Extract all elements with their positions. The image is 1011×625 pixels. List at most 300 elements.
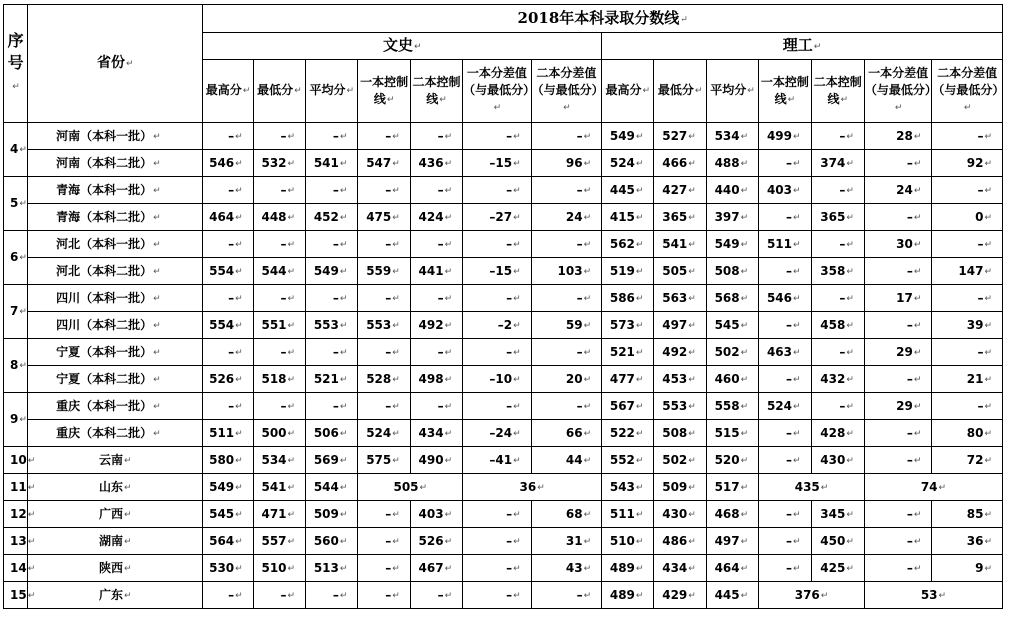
row-value: 436↵ (410, 150, 462, 177)
row-value: 586↵ (602, 285, 654, 312)
row-value: –↵ (932, 177, 1003, 204)
row-value: 508↵ (706, 258, 758, 285)
row-value: –↵ (410, 339, 462, 366)
row-value: 85↵ (932, 501, 1003, 528)
row-province: 青海（本科一批）↵ (28, 177, 203, 204)
row-value: 458↵ (811, 312, 864, 339)
row-value: –↵ (410, 285, 462, 312)
row-value: 521↵ (602, 339, 654, 366)
row-value: –↵ (864, 555, 931, 582)
row-province: 重庆（本科二批）↵ (28, 420, 203, 447)
row-value: 43↵ (531, 555, 601, 582)
row-value: –↵ (358, 285, 410, 312)
row-value: 30↵ (864, 231, 931, 258)
row-value: –↵ (759, 366, 811, 393)
admission-score-table (3, 4, 1003, 609)
row-value: 434↵ (410, 420, 462, 447)
row-value: –↵ (932, 339, 1003, 366)
row-province: 河北（本科一批）↵ (28, 231, 203, 258)
row-value: 549↵ (706, 231, 758, 258)
row-seq: 4↵ (4, 123, 28, 177)
table-row (4, 393, 1003, 420)
row-value: 429↵ (654, 582, 706, 609)
row-value: 376↵ (759, 582, 865, 609)
sub-header-wen-5: 一本分差值（与最低分）↵ (463, 60, 531, 123)
row-value: 468↵ (706, 501, 758, 528)
row-value: 520↵ (706, 447, 758, 474)
row-value: –↵ (306, 582, 358, 609)
row-seq: 14↵ (4, 555, 28, 582)
row-province: 河北（本科二批）↵ (28, 258, 203, 285)
row-value: 489↵ (602, 582, 654, 609)
row-value: 358↵ (811, 258, 864, 285)
row-value: –↵ (410, 231, 462, 258)
row-value: –↵ (463, 555, 531, 582)
table-row (4, 339, 1003, 366)
row-value: –↵ (203, 393, 253, 420)
row-value: –↵ (306, 339, 358, 366)
row-value: 415↵ (602, 204, 654, 231)
row-value: –↵ (759, 150, 811, 177)
row-value: –↵ (463, 582, 531, 609)
row-seq: 10↵ (4, 447, 28, 474)
row-value: 497↵ (706, 528, 758, 555)
row-value: –↵ (463, 123, 531, 150)
row-value: –↵ (463, 177, 531, 204)
row-value: –↵ (932, 393, 1003, 420)
row-value: 544↵ (306, 474, 358, 501)
row-seq: 13↵ (4, 528, 28, 555)
row-seq: 5↵ (4, 177, 28, 231)
row-value: 490↵ (410, 447, 462, 474)
row-value: 554↵ (203, 312, 253, 339)
row-province: 河南（本科一批）↵ (28, 123, 203, 150)
row-value: 36↵ (463, 474, 602, 501)
row-value: 544↵ (253, 258, 305, 285)
row-value: 527↵ (654, 123, 706, 150)
row-value: –↵ (864, 312, 931, 339)
row-value: 488↵ (706, 150, 758, 177)
row-value: –↵ (358, 393, 410, 420)
row-value: –↵ (531, 123, 601, 150)
row-value: 515↵ (706, 420, 758, 447)
row-value: 502↵ (654, 447, 706, 474)
row-value: 21↵ (932, 366, 1003, 393)
row-value: 497↵ (654, 312, 706, 339)
row-value: 427↵ (654, 177, 706, 204)
row-value: –↵ (306, 231, 358, 258)
row-value: 545↵ (203, 501, 253, 528)
row-value: 526↵ (410, 528, 462, 555)
row-value: –↵ (531, 339, 601, 366)
row-value: 532↵ (253, 150, 305, 177)
table-title: 2018年本科录取分数线↵ (203, 5, 1003, 33)
row-value: –↵ (811, 285, 864, 312)
row-value: 466↵ (654, 150, 706, 177)
row-value: 44↵ (531, 447, 601, 474)
row-value: 17↵ (864, 285, 931, 312)
row-value: 68↵ (531, 501, 601, 528)
row-value: –↵ (410, 393, 462, 420)
row-value: –↵ (410, 582, 462, 609)
row-value: 448↵ (253, 204, 305, 231)
row-value: 564↵ (203, 528, 253, 555)
row-value: –↵ (759, 528, 811, 555)
row-value: –↵ (203, 177, 253, 204)
row-value: –↵ (410, 123, 462, 150)
row-value: –↵ (358, 528, 410, 555)
table-row (4, 123, 1003, 150)
row-value: 559↵ (358, 258, 410, 285)
table-row (4, 474, 1003, 501)
row-value: 463↵ (759, 339, 811, 366)
row-value: 72↵ (932, 447, 1003, 474)
table-row (4, 366, 1003, 393)
row-value: –↵ (253, 339, 305, 366)
row-province: 重庆（本科一批）↵ (28, 393, 203, 420)
row-province: 四川（本科二批）↵ (28, 312, 203, 339)
row-value: 524↵ (759, 393, 811, 420)
row-value: 59↵ (531, 312, 601, 339)
row-seq: 15↵ (4, 582, 28, 609)
row-value: –↵ (759, 555, 811, 582)
row-seq: 6↵ (4, 231, 28, 285)
row-value: –41↵ (463, 447, 531, 474)
table-row (4, 447, 1003, 474)
row-value: 568↵ (706, 285, 758, 312)
sub-header-wen-2: 平均分↵ (306, 60, 358, 123)
row-value: –↵ (203, 339, 253, 366)
row-value: 545↵ (706, 312, 758, 339)
row-value: 575↵ (358, 447, 410, 474)
group-header-wenshi: 文史↵ (203, 33, 602, 60)
row-value: –↵ (932, 285, 1003, 312)
row-value: 541↵ (253, 474, 305, 501)
row-value: 500↵ (253, 420, 305, 447)
table-row (4, 285, 1003, 312)
row-value: 569↵ (306, 447, 358, 474)
table-row (4, 501, 1003, 528)
row-value: –↵ (358, 339, 410, 366)
row-value: 580↵ (203, 447, 253, 474)
row-value: –↵ (864, 366, 931, 393)
row-value: 430↵ (811, 447, 864, 474)
row-seq: 7↵ (4, 285, 28, 339)
row-value: 511↵ (602, 501, 654, 528)
row-value: 31↵ (531, 528, 601, 555)
row-value: 96↵ (531, 150, 601, 177)
row-value: 441↵ (410, 258, 462, 285)
row-value: 553↵ (654, 393, 706, 420)
row-value: –↵ (864, 501, 931, 528)
row-value: –↵ (759, 447, 811, 474)
row-value: –↵ (759, 258, 811, 285)
row-value: –↵ (463, 393, 531, 420)
row-value: 365↵ (654, 204, 706, 231)
row-value: 518↵ (253, 366, 305, 393)
row-value: 29↵ (864, 339, 931, 366)
row-value: –↵ (358, 177, 410, 204)
row-value: 445↵ (706, 582, 758, 609)
row-value: 24↵ (864, 177, 931, 204)
row-value: –↵ (932, 123, 1003, 150)
row-value: 511↵ (203, 420, 253, 447)
row-value: 492↵ (654, 339, 706, 366)
row-value: –↵ (531, 177, 601, 204)
row-value: 549↵ (306, 258, 358, 285)
row-value: 534↵ (706, 123, 758, 150)
row-value: 528↵ (358, 366, 410, 393)
row-value: –↵ (203, 285, 253, 312)
sub-header-wen-3: 一本控制线↵ (358, 60, 410, 123)
row-province: 湖南↵ (28, 528, 203, 555)
row-value: 345↵ (811, 501, 864, 528)
sub-header-li-2: 平均分↵ (706, 60, 758, 123)
row-province: 青海（本科二批）↵ (28, 204, 203, 231)
row-value: 66↵ (531, 420, 601, 447)
row-value: 403↵ (759, 177, 811, 204)
row-value: 558↵ (706, 393, 758, 420)
row-value: 39↵ (932, 312, 1003, 339)
row-value: 28↵ (864, 123, 931, 150)
sub-header-li-4: 二本控制线↵ (811, 60, 864, 123)
row-value: –↵ (864, 204, 931, 231)
row-value: 464↵ (203, 204, 253, 231)
row-value: 434↵ (654, 555, 706, 582)
row-value: 374↵ (811, 150, 864, 177)
sub-header-wen-6: 二本分差值（与最低分）↵ (531, 60, 601, 123)
row-seq: 12↵ (4, 501, 28, 528)
row-value: –↵ (531, 393, 601, 420)
row-value: 524↵ (358, 420, 410, 447)
row-value: –↵ (531, 231, 601, 258)
table-row (4, 582, 1003, 609)
row-value: –↵ (811, 177, 864, 204)
row-value: 502↵ (706, 339, 758, 366)
row-value: 475↵ (358, 204, 410, 231)
row-value: 567↵ (602, 393, 654, 420)
row-value: –↵ (203, 231, 253, 258)
row-value: 428↵ (811, 420, 864, 447)
row-value: –15↵ (463, 150, 531, 177)
row-value: 553↵ (358, 312, 410, 339)
row-value: –↵ (463, 285, 531, 312)
row-value: –↵ (463, 528, 531, 555)
row-value: 486↵ (654, 528, 706, 555)
row-value: –↵ (759, 501, 811, 528)
row-value: 103↵ (531, 258, 601, 285)
row-value: 551↵ (253, 312, 305, 339)
row-value: 522↵ (602, 420, 654, 447)
row-province: 陕西↵ (28, 555, 203, 582)
row-value: –↵ (759, 420, 811, 447)
row-value: 424↵ (410, 204, 462, 231)
sub-header-wen-1: 最低分↵ (253, 60, 305, 123)
row-value: –↵ (253, 123, 305, 150)
row-value: 513↵ (306, 555, 358, 582)
row-value: 471↵ (253, 501, 305, 528)
row-value: 53↵ (864, 582, 1002, 609)
row-value: 526↵ (203, 366, 253, 393)
sub-header-li-1: 最低分↵ (654, 60, 706, 123)
row-value: 510↵ (602, 528, 654, 555)
row-value: 432↵ (811, 366, 864, 393)
table-row (4, 150, 1003, 177)
row-value: 557↵ (253, 528, 305, 555)
row-value: 477↵ (602, 366, 654, 393)
row-value: –↵ (463, 339, 531, 366)
row-value: –↵ (358, 501, 410, 528)
row-value: 365↵ (811, 204, 864, 231)
row-value: –↵ (253, 231, 305, 258)
row-value: 562↵ (602, 231, 654, 258)
row-province: 河南（本科二批）↵ (28, 150, 203, 177)
row-value: –2↵ (463, 312, 531, 339)
row-value: 547↵ (358, 150, 410, 177)
row-value: –↵ (306, 393, 358, 420)
row-value: –↵ (410, 177, 462, 204)
row-value: 505↵ (654, 258, 706, 285)
table-row (4, 177, 1003, 204)
row-value: 524↵ (602, 150, 654, 177)
table-row (4, 231, 1003, 258)
row-value: –↵ (531, 582, 601, 609)
row-value: –↵ (306, 177, 358, 204)
row-value: –10↵ (463, 366, 531, 393)
row-value: –↵ (759, 312, 811, 339)
row-value: 435↵ (759, 474, 865, 501)
row-value: –↵ (358, 231, 410, 258)
sub-header-wen-0: 最高分↵ (203, 60, 253, 123)
row-value: 554↵ (203, 258, 253, 285)
row-value: –27↵ (463, 204, 531, 231)
table-row (4, 555, 1003, 582)
row-value: –↵ (358, 582, 410, 609)
row-province: 宁夏（本科二批）↵ (28, 366, 203, 393)
table-row (4, 528, 1003, 555)
row-value: 560↵ (306, 528, 358, 555)
row-value: –↵ (811, 123, 864, 150)
sub-header-li-0: 最高分↵ (602, 60, 654, 123)
row-value: 534↵ (253, 447, 305, 474)
row-value: 508↵ (654, 420, 706, 447)
table-row (4, 258, 1003, 285)
row-value: –↵ (811, 393, 864, 420)
row-province: 山东↵ (28, 474, 203, 501)
row-value: –↵ (253, 177, 305, 204)
row-value: 573↵ (602, 312, 654, 339)
row-value: –↵ (203, 123, 253, 150)
row-value: 541↵ (654, 231, 706, 258)
row-seq: 9↵ (4, 393, 28, 447)
row-value: 450↵ (811, 528, 864, 555)
row-value: 29↵ (864, 393, 931, 420)
row-province: 四川（本科一批）↵ (28, 285, 203, 312)
row-value: 430↵ (654, 501, 706, 528)
row-value: –24↵ (463, 420, 531, 447)
group-header-ligong: 理工↵ (602, 33, 1003, 60)
row-value: 460↵ (706, 366, 758, 393)
row-value: 147↵ (932, 258, 1003, 285)
row-value: –↵ (864, 528, 931, 555)
row-province: 广西↵ (28, 501, 203, 528)
row-value: 546↵ (203, 150, 253, 177)
row-value: 20↵ (531, 366, 601, 393)
row-value: 552↵ (602, 447, 654, 474)
table-row (4, 204, 1003, 231)
row-value: 543↵ (602, 474, 654, 501)
row-value: –↵ (932, 231, 1003, 258)
row-value: –↵ (463, 501, 531, 528)
sub-header-li-3: 一本控制线↵ (759, 60, 811, 123)
row-value: –↵ (463, 231, 531, 258)
row-value: –↵ (864, 447, 931, 474)
row-value: 403↵ (410, 501, 462, 528)
sub-header-li-6: 二本分差值（与最低分）↵ (932, 60, 1003, 123)
row-value: 510↵ (253, 555, 305, 582)
row-value: –↵ (253, 393, 305, 420)
row-seq: 8↵ (4, 339, 28, 393)
row-value: –↵ (864, 150, 931, 177)
row-value: –↵ (203, 582, 253, 609)
row-value: –↵ (358, 555, 410, 582)
row-value: 506↵ (306, 420, 358, 447)
row-value: 530↵ (203, 555, 253, 582)
row-value: 546↵ (759, 285, 811, 312)
row-value: 521↵ (306, 366, 358, 393)
row-value: 563↵ (654, 285, 706, 312)
row-value: 464↵ (706, 555, 758, 582)
table-row (4, 420, 1003, 447)
row-value: 553↵ (306, 312, 358, 339)
row-value: 517↵ (706, 474, 758, 501)
row-value: 92↵ (932, 150, 1003, 177)
row-value: –↵ (253, 285, 305, 312)
row-value: –↵ (358, 123, 410, 150)
row-value: 452↵ (306, 204, 358, 231)
row-province: 广东↵ (28, 582, 203, 609)
row-value: 36↵ (932, 528, 1003, 555)
row-value: 509↵ (654, 474, 706, 501)
header-seq: 序号↵ (4, 5, 28, 123)
row-value: –↵ (253, 582, 305, 609)
row-value: 499↵ (759, 123, 811, 150)
row-value: –↵ (531, 285, 601, 312)
row-value: –↵ (759, 204, 811, 231)
row-value: 24↵ (531, 204, 601, 231)
row-value: 549↵ (602, 123, 654, 150)
row-value: 511↵ (759, 231, 811, 258)
row-province: 云南↵ (28, 447, 203, 474)
row-value: 397↵ (706, 204, 758, 231)
row-value: 0↵ (932, 204, 1003, 231)
row-value: 492↵ (410, 312, 462, 339)
row-value: 467↵ (410, 555, 462, 582)
row-value: –↵ (811, 339, 864, 366)
row-value: 80↵ (932, 420, 1003, 447)
row-value: –15↵ (463, 258, 531, 285)
row-value: –↵ (306, 123, 358, 150)
row-value: –↵ (864, 420, 931, 447)
row-value: –↵ (811, 231, 864, 258)
row-seq: 11↵ (4, 474, 28, 501)
row-value: –↵ (864, 258, 931, 285)
row-value: 74↵ (864, 474, 1002, 501)
row-value: 519↵ (602, 258, 654, 285)
row-value: 453↵ (654, 366, 706, 393)
table-row (4, 312, 1003, 339)
row-value: 425↵ (811, 555, 864, 582)
